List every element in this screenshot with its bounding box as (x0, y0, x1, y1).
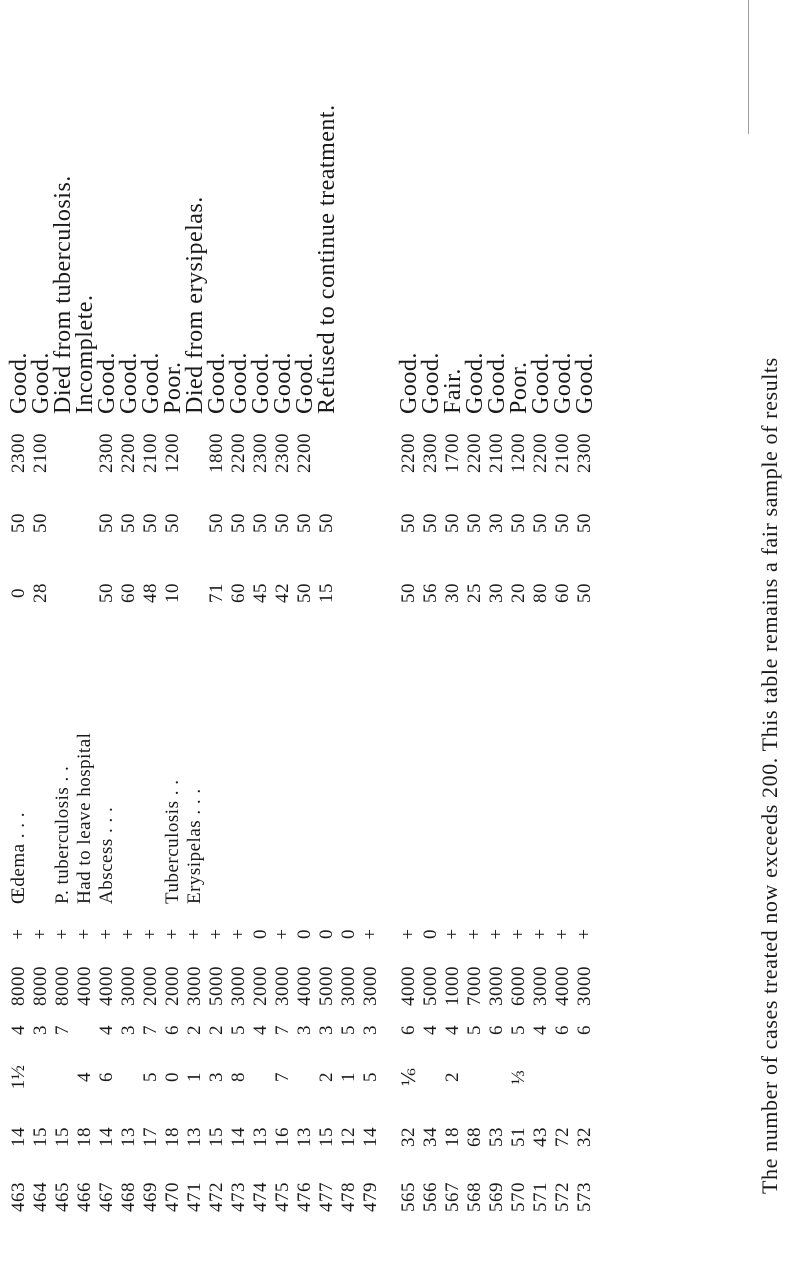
page-edge-rule (748, 0, 749, 134)
cell-count: 3000 (486, 966, 507, 1006)
cell-weight: 2300 (250, 433, 271, 473)
cell-weight: 1200 (162, 433, 183, 473)
cell-case-number: 571 (530, 1182, 551, 1212)
cell-units: 4 (420, 1025, 441, 1035)
cell-units: 4 (250, 1025, 271, 1035)
cell-sign: + (30, 928, 51, 940)
cell-duration: 2 (442, 1072, 463, 1082)
cell-age: 15 (30, 1127, 51, 1147)
cell-gain: 50 (294, 583, 315, 603)
cell-gain: 60 (118, 583, 139, 603)
cell-sign: + (552, 928, 573, 940)
cell-sign: + (360, 928, 381, 940)
cell-age: 14 (96, 1127, 117, 1147)
cell-dose: 50 (118, 513, 139, 533)
cell-duration: ⅓ (508, 1069, 529, 1085)
cell-units: 7 (272, 1025, 293, 1035)
cell-case-number: 569 (486, 1182, 507, 1212)
cell-weight: 2300 (272, 433, 293, 473)
cell-age: 14 (228, 1127, 249, 1147)
cell-count: 6000 (508, 966, 529, 1006)
cell-gain: 50 (96, 583, 117, 603)
cell-gain: 80 (530, 583, 551, 603)
cell-units: 4 (530, 1025, 551, 1035)
cell-complication: Had to leave hospital (74, 732, 95, 904)
cell-sign: + (184, 928, 205, 940)
cell-complication: P. tuberculosis . . (52, 765, 73, 904)
cell-count: 3000 (574, 966, 595, 1006)
cell-weight: 2200 (530, 433, 551, 473)
cell-case-number: 474 (250, 1182, 271, 1212)
cell-units: 3 (118, 1025, 139, 1035)
cell-dose: 50 (96, 513, 117, 533)
cell-gain: 56 (420, 583, 441, 603)
cell-count: 3000 (360, 966, 381, 1006)
cell-age: 16 (272, 1127, 293, 1147)
cell-weight: 2300 (96, 433, 117, 473)
cell-result: Good. (27, 352, 54, 414)
cell-gain: 71 (206, 583, 227, 603)
cell-units: 5 (464, 1025, 485, 1035)
cell-age: 14 (8, 1127, 29, 1147)
cell-case-number: 568 (464, 1182, 485, 1212)
cell-weight: 1700 (442, 433, 463, 473)
cell-age: 18 (162, 1127, 183, 1147)
cell-weight: 2300 (8, 433, 29, 473)
cell-units: 2 (184, 1025, 205, 1035)
cell-weight: 2200 (228, 433, 249, 473)
cell-dose: 50 (206, 513, 227, 533)
cell-units: 3 (294, 1025, 315, 1035)
cell-weight: 2300 (574, 433, 595, 473)
cell-case-number: 477 (316, 1182, 337, 1212)
cell-result: Good. (5, 352, 32, 414)
cell-count: 5000 (316, 966, 337, 1006)
cell-weight: 2100 (486, 433, 507, 473)
cell-units: 6 (162, 1025, 183, 1035)
cell-sign: + (398, 928, 419, 940)
cell-age: 72 (552, 1127, 573, 1147)
cell-gain: 48 (140, 583, 161, 603)
cell-result: Poor. (505, 361, 532, 414)
cell-dose: 50 (228, 513, 249, 533)
cell-result: Good. (115, 352, 142, 414)
cell-result: Good. (137, 352, 164, 414)
cell-gain: 0 (8, 588, 29, 598)
cell-case-number: 473 (228, 1182, 249, 1212)
cell-case-number: 475 (272, 1182, 293, 1212)
cell-gain: 50 (574, 583, 595, 603)
cell-case-number: 468 (118, 1182, 139, 1212)
cell-duration: 1½ (8, 1064, 29, 1090)
cell-age: 17 (140, 1127, 161, 1147)
cell-units: 3 (30, 1025, 51, 1035)
cell-result: Good. (549, 352, 576, 414)
cell-gain: 42 (272, 583, 293, 603)
cell-gain: 45 (250, 583, 271, 603)
cell-units: 4 (96, 1025, 117, 1035)
table-row (313, 38, 340, 1228)
cell-count: 2000 (162, 966, 183, 1006)
cell-sign: + (574, 928, 595, 940)
cell-sign: + (162, 928, 183, 940)
cell-dose: 50 (294, 513, 315, 533)
cell-duration: 1 (338, 1072, 359, 1082)
cell-complication: Erysipelas . . . (184, 788, 205, 904)
cell-dose: 50 (162, 513, 183, 533)
footnote: The number of cases treated now exceeds 200. This table remains a fair sample of results (757, 357, 782, 1194)
cell-sign: + (442, 928, 463, 940)
cell-case-number: 567 (442, 1182, 463, 1212)
cell-gain: 10 (162, 583, 183, 603)
cell-sign: 0 (250, 929, 271, 939)
table-row (571, 38, 598, 1228)
cell-weight: 1200 (508, 433, 529, 473)
cell-result: Good. (269, 352, 296, 414)
cell-count: 3000 (184, 966, 205, 1006)
cell-case-number: 573 (574, 1182, 595, 1212)
cell-result: Fair. (439, 368, 466, 414)
cell-sign: + (140, 928, 161, 940)
cell-age: 13 (184, 1127, 205, 1147)
cell-units: 2 (206, 1025, 227, 1035)
cell-dose: 50 (8, 513, 29, 533)
cell-age: 12 (338, 1127, 359, 1147)
cell-gain: 60 (228, 583, 249, 603)
cell-case-number: 467 (96, 1182, 117, 1212)
cell-age: 13 (118, 1127, 139, 1147)
results-table (5, 38, 598, 1228)
cell-duration: 5 (140, 1072, 161, 1082)
cell-sign: + (8, 928, 29, 940)
cell-dose: 50 (140, 513, 161, 533)
cell-age: 51 (508, 1127, 529, 1147)
cell-units: 7 (140, 1025, 161, 1035)
cell-duration: 5 (360, 1072, 381, 1082)
cell-result: Good. (571, 352, 598, 414)
cell-dose: 50 (420, 513, 441, 533)
cell-sign: + (228, 928, 249, 940)
cell-result: Good. (417, 352, 444, 414)
cell-case-number: 566 (420, 1182, 441, 1212)
cell-count: 3000 (228, 966, 249, 1006)
cell-sign: 0 (420, 929, 441, 939)
cell-age: 13 (250, 1127, 271, 1147)
cell-duration: 6 (96, 1072, 117, 1082)
cell-result: Good. (395, 352, 422, 414)
cell-sign: 0 (338, 929, 359, 939)
cell-sign: + (52, 928, 73, 940)
cell-count: 5000 (420, 966, 441, 1006)
cell-result: Good. (225, 352, 252, 414)
cell-case-number: 470 (162, 1182, 183, 1212)
cell-count: 1000 (442, 966, 463, 1006)
cell-age: 13 (294, 1127, 315, 1147)
cell-case-number: 479 (360, 1182, 381, 1212)
cell-weight: 2200 (294, 433, 315, 473)
cell-units: 6 (398, 1025, 419, 1035)
cell-count: 8000 (52, 966, 73, 1006)
cell-weight: 2200 (118, 433, 139, 473)
cell-count: 8000 (30, 966, 51, 1006)
cell-gain: 25 (464, 583, 485, 603)
cell-result: Good. (461, 352, 488, 414)
cell-result: Poor. (159, 361, 186, 414)
cell-units: 6 (552, 1025, 573, 1035)
cell-gain: 30 (486, 583, 507, 603)
cell-case-number: 476 (294, 1182, 315, 1212)
cell-sign: + (530, 928, 551, 940)
cell-age: 18 (74, 1127, 95, 1147)
cell-result: Good. (203, 352, 230, 414)
cell-dose: 50 (574, 513, 595, 533)
cell-dose: 50 (442, 513, 463, 533)
cell-case-number: 463 (8, 1182, 29, 1212)
cell-case-number: 472 (206, 1182, 227, 1212)
cell-age: 15 (52, 1127, 73, 1147)
cell-dose: 50 (398, 513, 419, 533)
cell-weight: 2200 (464, 433, 485, 473)
cell-result: Good. (527, 352, 554, 414)
cell-duration: 1 (184, 1072, 205, 1082)
cell-sign: + (74, 928, 95, 940)
cell-units: 4 (8, 1025, 29, 1035)
cell-age: 18 (442, 1127, 463, 1147)
cell-count: 4000 (96, 966, 117, 1006)
cell-sign: 0 (316, 929, 337, 939)
cell-dose: 50 (464, 513, 485, 533)
cell-dose: 30 (486, 513, 507, 533)
cell-age: 32 (398, 1127, 419, 1147)
cell-case-number: 464 (30, 1182, 51, 1212)
cell-duration: ⅙ (398, 1067, 420, 1087)
cell-gain: 60 (552, 583, 573, 603)
cell-result: Incomplete. (71, 294, 98, 414)
cell-result: Refused to continue treatment. (313, 104, 340, 414)
cell-sign: + (206, 928, 227, 940)
cell-weight: 2300 (420, 433, 441, 473)
cell-case-number: 466 (74, 1182, 95, 1212)
cell-dose: 50 (508, 513, 529, 533)
cell-dose: 50 (272, 513, 293, 533)
cell-count: 3000 (530, 966, 551, 1006)
cell-sign: + (96, 928, 117, 940)
cell-units: 5 (508, 1025, 529, 1035)
cell-units: 5 (228, 1025, 249, 1035)
cell-duration: 2 (316, 1072, 337, 1082)
cell-duration: 3 (206, 1072, 227, 1082)
cell-case-number: 570 (508, 1182, 529, 1212)
cell-sign: + (508, 928, 529, 940)
cell-dose: 50 (552, 513, 573, 533)
cell-result: Good. (93, 352, 120, 414)
cell-dose: 50 (250, 513, 271, 533)
cell-case-number: 465 (52, 1182, 73, 1212)
cell-age: 15 (206, 1127, 227, 1147)
cell-units: 3 (316, 1025, 337, 1035)
cell-age: 53 (486, 1127, 507, 1147)
cell-age: 43 (530, 1127, 551, 1147)
cell-case-number: 469 (140, 1182, 161, 1212)
cell-count: 3000 (338, 966, 359, 1006)
cell-count: 3000 (118, 966, 139, 1006)
cell-age: 68 (464, 1127, 485, 1147)
cell-units: 6 (486, 1025, 507, 1035)
cell-duration: 0 (162, 1072, 183, 1082)
cell-age: 14 (360, 1127, 381, 1147)
cell-units: 4 (442, 1025, 463, 1035)
cell-weight: 1800 (206, 433, 227, 473)
cell-complication: Tuberculosis . . (162, 779, 183, 904)
cell-sign: + (486, 928, 507, 940)
cell-case-number: 471 (184, 1182, 205, 1212)
cell-dose: 50 (530, 513, 551, 533)
cell-count: 7000 (464, 966, 485, 1006)
cell-age: 32 (574, 1127, 595, 1147)
cell-case-number: 478 (338, 1182, 359, 1212)
cell-weight: 2100 (140, 433, 161, 473)
cell-result: Died from tuberculosis. (49, 175, 76, 414)
cell-sign: 0 (294, 929, 315, 939)
table-row (360, 38, 382, 1228)
cell-weight: 2100 (30, 433, 51, 473)
cell-count: 4000 (552, 966, 573, 1006)
cell-gain: 50 (398, 583, 419, 603)
cell-count: 4000 (294, 966, 315, 1006)
cell-gain: 28 (30, 583, 51, 603)
cell-duration: 8 (228, 1072, 249, 1082)
cell-sign: + (464, 928, 485, 940)
cell-units: 6 (574, 1025, 595, 1035)
cell-count: 2000 (250, 966, 271, 1006)
cell-result: Good. (247, 352, 274, 414)
cell-count: 5000 (206, 966, 227, 1006)
cell-complication: Œdema . . . (8, 811, 29, 904)
cell-case-number: 565 (398, 1182, 419, 1212)
cell-count: 8000 (8, 966, 29, 1006)
cell-units: 7 (52, 1025, 73, 1035)
cell-case-number: 572 (552, 1182, 573, 1212)
cell-duration: 4 (74, 1072, 95, 1082)
cell-sign: + (118, 928, 139, 940)
cell-weight: 2100 (552, 433, 573, 473)
cell-complication: Abscess . . . (96, 806, 117, 904)
cell-units: 3 (360, 1025, 381, 1035)
cell-dose: 50 (316, 513, 337, 533)
cell-count: 2000 (140, 966, 161, 1006)
cell-sign: + (272, 928, 293, 940)
cell-age: 15 (316, 1127, 337, 1147)
cell-count: 3000 (272, 966, 293, 1006)
cell-result: Good. (291, 352, 318, 414)
cell-result: Good. (483, 352, 510, 414)
cell-gain: 30 (442, 583, 463, 603)
cell-gain: 15 (316, 583, 337, 603)
cell-count: 4000 (74, 966, 95, 1006)
cell-dose: 50 (30, 513, 51, 533)
cell-count: 4000 (398, 966, 419, 1006)
cell-result: Died from erysipelas. (181, 196, 208, 414)
cell-units: 5 (338, 1025, 359, 1035)
cell-gain: 20 (508, 583, 529, 603)
cell-age: 34 (420, 1127, 441, 1147)
cell-duration: 7 (272, 1072, 293, 1082)
cell-weight: 2200 (398, 433, 419, 473)
table-row (338, 38, 360, 1228)
